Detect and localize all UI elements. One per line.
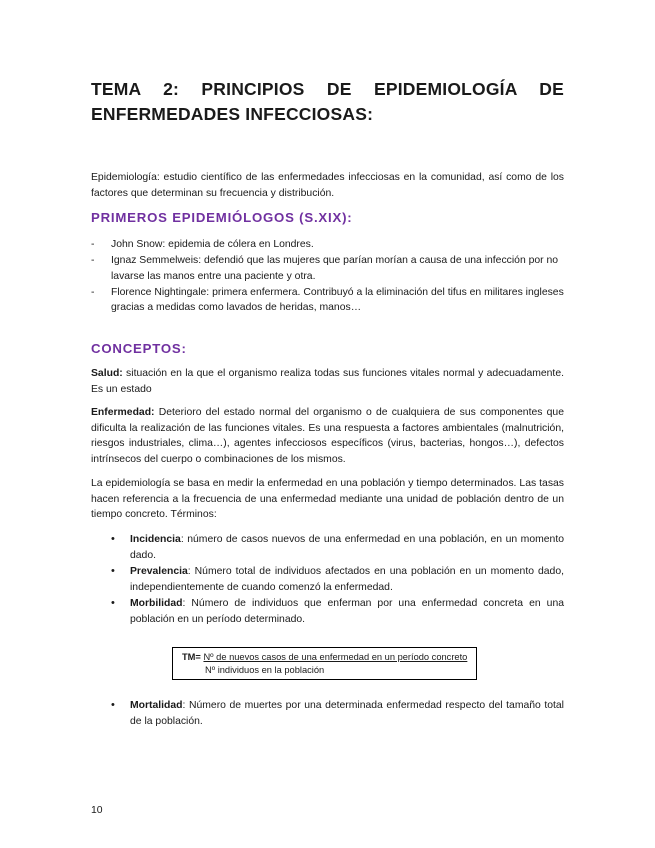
bullet-icon: • [111, 597, 115, 609]
list-item: - Ignaz Semmelweis: defendió que las mujeres que parían morían a causa de una infección por no lavarse las manos entre una paciente y otra. [91, 255, 559, 282]
tm-formula-box [172, 647, 477, 680]
list-item: • Morbilidad: Número de individuos que enferman por una enfermedad concreta en una población en un período determinado. [111, 597, 564, 625]
page-number: 10 [91, 805, 103, 816]
bullet-icon: • [111, 699, 115, 711]
bullet-icon: • [111, 565, 115, 577]
page-title: TEMA 2: PRINCIPIOS DE EPIDEMIOLOGÍA DE ENFERMEDADES INFECCIOSAS: [91, 79, 564, 124]
enfermedad-term: Enfermedad: [91, 407, 155, 418]
enfermedad-definition: Enfermedad: Deterioro del estado normal del organismo o de cualquiera de sus componentes que dificulta la realización de las funciones vitales. Es una respuesta a factores ambientales (malnutrición, riesgos industriales, clima…), agentes infecciosos específicos (virus, bacterias, hongos…), defectos intrínsecos del cuerpo o combinaciones de los mismos. [91, 407, 564, 465]
formula-denominator: Nº individuos en la población [205, 665, 325, 675]
formula-numerator-line: TM= Nº de nuevos casos de una enfermedad en un período concreto [182, 652, 468, 662]
section-heading-epidemiologists: PRIMEROS EPIDEMIÓLOGOS (S.XIX): [91, 210, 353, 225]
list-item: • Prevalencia: Número total de individuos afectados en una población en un momento dado, independientemente de cuando comenzó la enfermedad. [111, 565, 564, 593]
salud-term: Salud: [91, 368, 123, 379]
section-heading-concepts: CONCEPTOS: [91, 341, 187, 356]
epidemiology-paragraph: La epidemiología se basa en medir la enfermedad en una población y tiempo determinados. Las tasas hacen referencia a la frecuencia de una enfermedad mediante una unidad de población dentro de un tiempo concreto. Términos: [91, 478, 564, 520]
salud-definition: Salud: situación en la que el organismo realiza todas sus funciones vitales normal y adecuadamente. Es un estado [91, 368, 564, 395]
terms-list [111, 532, 564, 628]
list-item: • Incidencia: número de casos nuevos de una enfermedad en una población, en un momento dado. [111, 533, 564, 561]
bullet-icon: • [111, 533, 115, 545]
list-item: - John Snow: epidemia de cólera en Londres. [91, 239, 314, 250]
list-item: - Florence Nightingale: primera enfermera. Contribuyó a la eliminación del tifus en militares ingleses gracias a medidas como lavados de heridas, manos… [91, 286, 564, 313]
intro-paragraph: Epidemiología: estudio científico de las enfermedades infecciosas en la comunidad, así como de los factores que determinan su frecuencia y distribución. [91, 172, 564, 199]
epidemiologists-list [91, 237, 564, 316]
list-item: • Mortalidad: Número de muertes por una determinada enfermedad respecto del tamaño total de la población. [111, 699, 564, 727]
mortalidad-list [111, 698, 564, 730]
